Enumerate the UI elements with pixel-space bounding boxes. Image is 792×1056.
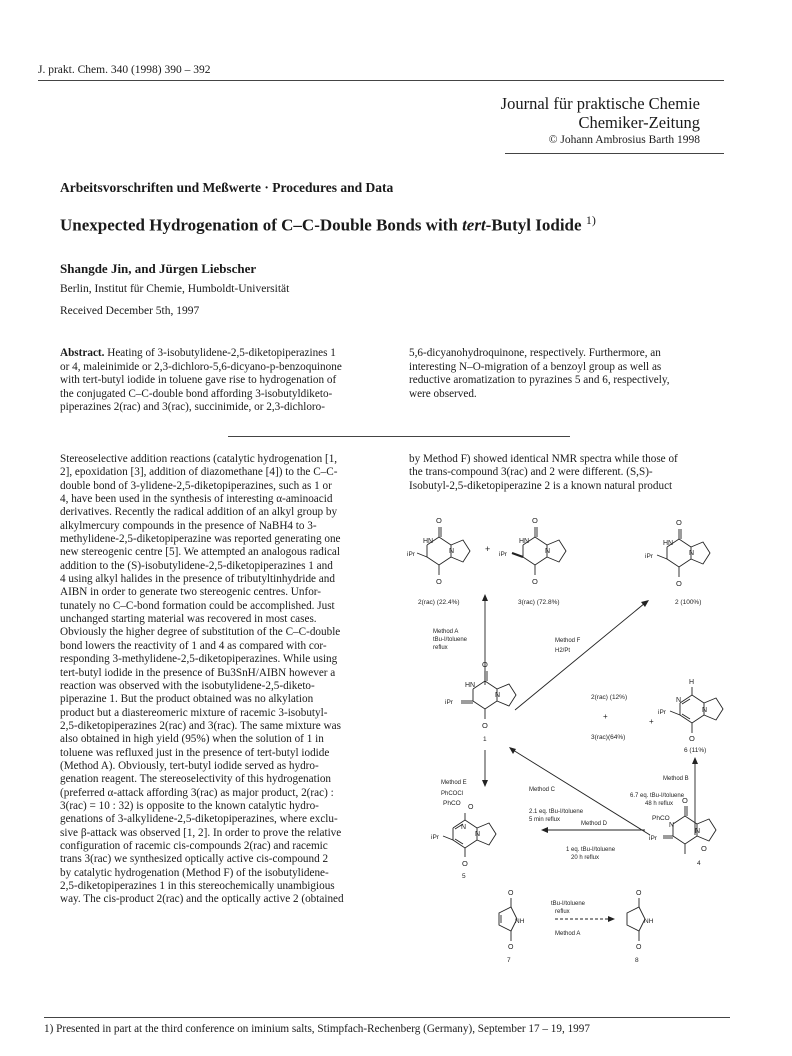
atom-phco: PhCO bbox=[443, 800, 461, 807]
compound-label-7: 7 bbox=[507, 957, 511, 964]
atom-o: O bbox=[689, 734, 695, 743]
plus-sign: + bbox=[485, 544, 491, 554]
atom-n: N bbox=[702, 707, 708, 714]
body-line: reaction was observed with the isobutylidene-2,5-diketo- bbox=[60, 679, 315, 692]
method-text: tBu-I/toluene bbox=[551, 901, 586, 907]
body-line: Isobutyl-2,5-diketopiperazine 2 is a known natural product bbox=[409, 479, 673, 492]
arrowhead bbox=[482, 594, 488, 601]
body-line: tunately no C–C-bond formation could be accomplished. Just bbox=[60, 599, 335, 612]
atom-ipr: iPr bbox=[658, 709, 666, 716]
method-text: Method C bbox=[529, 787, 556, 793]
body-line: way. The cis-product 2(rac) and the optically active 2 (obtained bbox=[60, 893, 344, 906]
body-line: (preferred α-attack affording 3(rac) as major product, 2(rac) : bbox=[60, 786, 334, 799]
atom-ipr: iPr bbox=[645, 553, 653, 560]
atom-o: O bbox=[676, 518, 682, 527]
atom-o: O bbox=[508, 890, 514, 897]
section-heading: Arbeitsvorschriften und Meßwerte · Procedures and Data bbox=[60, 180, 394, 195]
atom-o: O bbox=[532, 516, 538, 525]
body-line: alkylmercury compounds in the presence of NaBH4 to 3- bbox=[60, 519, 317, 532]
method-text: 48 h reflux bbox=[645, 801, 674, 807]
atom-hn: HN bbox=[663, 540, 674, 547]
compound-label-3rac: 3(rac) (72.8%) bbox=[518, 599, 560, 606]
body-line: Stereoselective addition reactions (catalytic hydrogenation [1, bbox=[60, 453, 338, 465]
structure-2 bbox=[657, 529, 710, 577]
affiliation: Berlin, Institut für Chemie, Humboldt-Universität bbox=[60, 283, 290, 295]
compound-label-1: 1 bbox=[483, 736, 487, 743]
atom-ipr: iPr bbox=[445, 699, 453, 706]
arrowhead bbox=[692, 757, 698, 764]
title-text: Unexpected Hydrogenation of C–C-Double Bonds with bbox=[60, 215, 463, 235]
atom-o: O bbox=[436, 516, 442, 525]
atom-nh: NH bbox=[644, 918, 654, 925]
abstract-right bbox=[409, 347, 731, 401]
received-date: Received December 5th, 1997 bbox=[60, 305, 200, 317]
authors: Shangde Jin, and Jürgen Liebscher bbox=[60, 261, 257, 276]
title-text-end: -Butyl Iodide bbox=[485, 215, 582, 235]
body-line: bond lowers the reactivity of 1 and 4 as compared with cor- bbox=[60, 639, 327, 652]
atom-o: O bbox=[508, 944, 514, 951]
atom-o: O bbox=[482, 660, 488, 669]
plus-sign: + bbox=[649, 717, 654, 726]
method-text: H2/Pt bbox=[555, 648, 571, 654]
abstract-line: or 4, maleinimide or 2,3-dichloro-5,6-dicyano-p-benzoquinone bbox=[60, 360, 342, 373]
method-text: 5 min reflux bbox=[529, 817, 561, 823]
method-text: Method D bbox=[581, 821, 608, 827]
atom-ipr: iPr bbox=[499, 551, 507, 558]
atom-o: O bbox=[636, 890, 642, 897]
atom-n: N bbox=[669, 822, 675, 829]
body-line: by Method F) showed identical NMR spectra while those of bbox=[409, 453, 678, 465]
compound-label-2: 2 (100%) bbox=[675, 599, 702, 606]
body-line: piperazine 1. But the product obtained was no alkylation bbox=[60, 693, 314, 706]
body-line: product but a diastereomeric mixture of racemic 3-isobutyl- bbox=[60, 706, 328, 719]
method-text: PhCOCl bbox=[441, 791, 464, 797]
abstract-line: reductive aromatization to pyrazines 5 and 6, respectively, bbox=[409, 374, 670, 387]
article-title bbox=[60, 213, 596, 236]
abstract-rule bbox=[228, 436, 570, 437]
running-head: J. prakt. Chem. 340 (1998) 390 – 392 bbox=[38, 64, 211, 76]
body-line: 2,5-diketopiperazines 1 in this stereochemically unambigious bbox=[60, 880, 335, 892]
atom-n: N bbox=[689, 550, 695, 557]
atom-ipr: iPr bbox=[407, 551, 415, 558]
method-text: Method A bbox=[555, 931, 581, 937]
atom-ipr: iPr bbox=[649, 835, 657, 842]
abstract-line bbox=[60, 347, 390, 361]
method-text: tBu-I/toluene bbox=[433, 637, 468, 643]
atom-hn: HN bbox=[423, 538, 434, 545]
journal-name-line2: Chemiker-Zeitung bbox=[578, 113, 700, 132]
method-text: 2.1 eq. tBu-I/toluene bbox=[529, 809, 584, 815]
abstract-line: interesting N–O-migration of a benzoyl group as well as bbox=[409, 360, 662, 373]
atom-n: N bbox=[695, 828, 701, 835]
atom-o: O bbox=[436, 577, 442, 586]
abstract-text: Heating of 3-isobutylidene-2,5-diketopiperazines 1 bbox=[107, 347, 336, 359]
method-text: Method B bbox=[663, 776, 689, 782]
structure-5 bbox=[443, 813, 496, 857]
body-line: also obtained in high yield (95%) when the solution of 1 in bbox=[60, 733, 324, 746]
journal-name-line1: Journal für praktische Chemie bbox=[500, 94, 700, 113]
body-line: 4, have been used in the synthesis of interesting α-aminoacid bbox=[60, 493, 333, 506]
compound-label-2rac: 2(rac) (22.4%) bbox=[418, 599, 460, 606]
structure-3rac bbox=[512, 527, 566, 575]
abstract-label: Abstract. bbox=[60, 347, 105, 359]
abstract-line: with tert-butyl iodide in toluene gave rise to hydrogenation of bbox=[60, 374, 337, 387]
title-footnote-ref: 1) bbox=[585, 213, 596, 227]
body-line: genations of 3-alkylidene-2,5-diketopiperazines, where exclu- bbox=[60, 813, 338, 826]
abstract-line: were observed. bbox=[409, 387, 477, 400]
abstract-line: piperazines 2(rac) and 3(rac), succinimide, or 2,3-dichloro- bbox=[60, 401, 325, 414]
abstract-left bbox=[60, 347, 390, 415]
atom-n: N bbox=[676, 697, 682, 704]
method-text: 1 eq. tBu-I/toluene bbox=[566, 847, 616, 853]
journal-name bbox=[501, 94, 700, 132]
atom-o: O bbox=[532, 577, 538, 586]
structure-1 bbox=[461, 671, 516, 719]
body-line: trans 3(rac) we synthesized optically active cis-compound 2 bbox=[60, 853, 329, 866]
structure-6 bbox=[670, 687, 723, 733]
body-line: 4 using alkyl halides in the presence of tributyltinhydride and bbox=[60, 573, 335, 586]
atom-nh: NH bbox=[515, 918, 525, 925]
method-text: reflux bbox=[555, 909, 570, 915]
atom-o: O bbox=[701, 844, 707, 853]
arrowhead bbox=[608, 916, 615, 922]
atom-hn: HN bbox=[519, 538, 530, 545]
atom-h: H bbox=[689, 679, 695, 686]
body-line: 2,5-diketopiperazines 2(rac) and 3(rac). The same mixture was bbox=[60, 719, 341, 732]
title-italic: tert bbox=[462, 215, 486, 235]
atom-n: N bbox=[475, 831, 481, 838]
atom-o: O bbox=[482, 721, 488, 730]
structure-4 bbox=[663, 806, 716, 854]
method-text: Method E bbox=[441, 780, 467, 786]
compound-label-6: 6 (11%) bbox=[684, 747, 707, 754]
method-text: 20 h reflux bbox=[571, 855, 600, 861]
journal-rule bbox=[505, 153, 724, 154]
compound-label-4: 4 bbox=[697, 860, 701, 867]
body-line: 2], epoxidation [3], addition of diazomethane [4]) to the C–C- bbox=[60, 466, 338, 479]
atom-o: O bbox=[676, 579, 682, 588]
plus-sign: + bbox=[603, 712, 608, 721]
structure-2rac bbox=[417, 527, 470, 575]
body-line: configuration of racemic cis-compounds 2(rac) and racemic bbox=[60, 839, 328, 852]
atom-n: N bbox=[449, 548, 455, 555]
footnote: 1) Presented in part at the third conference on iminium salts, Stimpfach-Rechenberg (Germany), September 17 – 19, 1997 bbox=[44, 1023, 590, 1035]
body-line: genation reagent. The stereoselectivity of this hydrogenation bbox=[60, 773, 332, 786]
body-line: responding 3-methylidene-2,5-diketopiperazines. While using bbox=[60, 653, 338, 666]
method-text: Method F bbox=[555, 638, 581, 644]
body-line: unchanged starting material was recovered in most cases. bbox=[60, 613, 317, 626]
abstract-line: the conjugated C–C-double bond affording 3-isobutyldiketo- bbox=[60, 387, 333, 400]
arrowhead bbox=[482, 780, 488, 787]
arrowhead bbox=[641, 600, 649, 607]
arrowhead bbox=[541, 827, 548, 833]
compound-label-3rac-64: 3(rac)(64%) bbox=[591, 734, 626, 741]
atom-o: O bbox=[468, 804, 474, 811]
body-line: addition to the (S)-isobutylidene-2,5-diketopiperazines 1 and bbox=[60, 559, 333, 572]
reaction-scheme bbox=[405, 495, 740, 1015]
body-line: (Method A). Obviously, tert-butyl iodide served as hydro- bbox=[60, 759, 319, 772]
body-left-column bbox=[60, 453, 390, 907]
body-line: new stereogenic centre [5]. We attempted an analogous radical bbox=[60, 546, 341, 559]
body-line: methylidene-2,5-diketopiperazine was reported generating one bbox=[60, 533, 341, 546]
atom-o: O bbox=[636, 944, 642, 951]
compound-label-8: 8 bbox=[635, 957, 639, 964]
body-right-column bbox=[409, 453, 731, 493]
abstract-line: 5,6-dicyanohydroquinone, respectively. Furthermore, an bbox=[409, 347, 661, 359]
body-line: derivatives. Recently the radical addition of an alkyl group by bbox=[60, 506, 338, 519]
body-line: by catalytic hydrogenation (Method F) of the isobutylidene- bbox=[60, 866, 329, 879]
body-line: double bond of 3-ylidene-2,5-diketopiperazines, such as 1 or bbox=[60, 479, 332, 492]
arrowhead bbox=[509, 747, 516, 754]
footnote-rule bbox=[44, 1017, 730, 1018]
body-line: 3(rac) = 10 : 32) is opposite to the known catalytic hydro- bbox=[60, 799, 319, 812]
body-line: sive β-attack was observed [1, 2]. In order to prove the relative bbox=[60, 826, 342, 839]
atom-o: O bbox=[462, 859, 468, 868]
body-line: Obviously the higher degree of substitution of the C–C-double bbox=[60, 626, 341, 639]
atom-n: N bbox=[495, 692, 501, 699]
atom-n: N bbox=[461, 824, 467, 831]
atom-phco: PhCO bbox=[652, 815, 670, 822]
method-text: reflux bbox=[433, 645, 448, 651]
atom-hn: HN bbox=[465, 682, 476, 689]
body-line: AIBN in order to generate two stereogenic centres. Unfor- bbox=[60, 586, 322, 599]
atom-o: O bbox=[682, 796, 688, 805]
body-line: tert-butyl iodide in the presence of Bu3SnH/AIBN however a bbox=[60, 666, 336, 679]
atom-n: N bbox=[545, 548, 551, 555]
atom-ipr: iPr bbox=[431, 834, 439, 841]
body-line: toluene was refluxed just in the presence of tert-butyl iodide bbox=[60, 746, 330, 759]
compound-label-5: 5 bbox=[462, 873, 466, 880]
compound-label-2rac-12: 2(rac) (12%) bbox=[591, 694, 628, 701]
copyright: © Johann Ambrosius Barth 1998 bbox=[548, 134, 700, 146]
method-text: 6.7 eq. tBu-I/toluene bbox=[630, 793, 685, 799]
header-rule bbox=[38, 80, 724, 81]
method-text: Method A bbox=[433, 629, 459, 635]
structure-8 bbox=[627, 898, 645, 941]
body-line: the trans-compound 3(rac) and 2 were different. (S,S)- bbox=[409, 466, 653, 479]
